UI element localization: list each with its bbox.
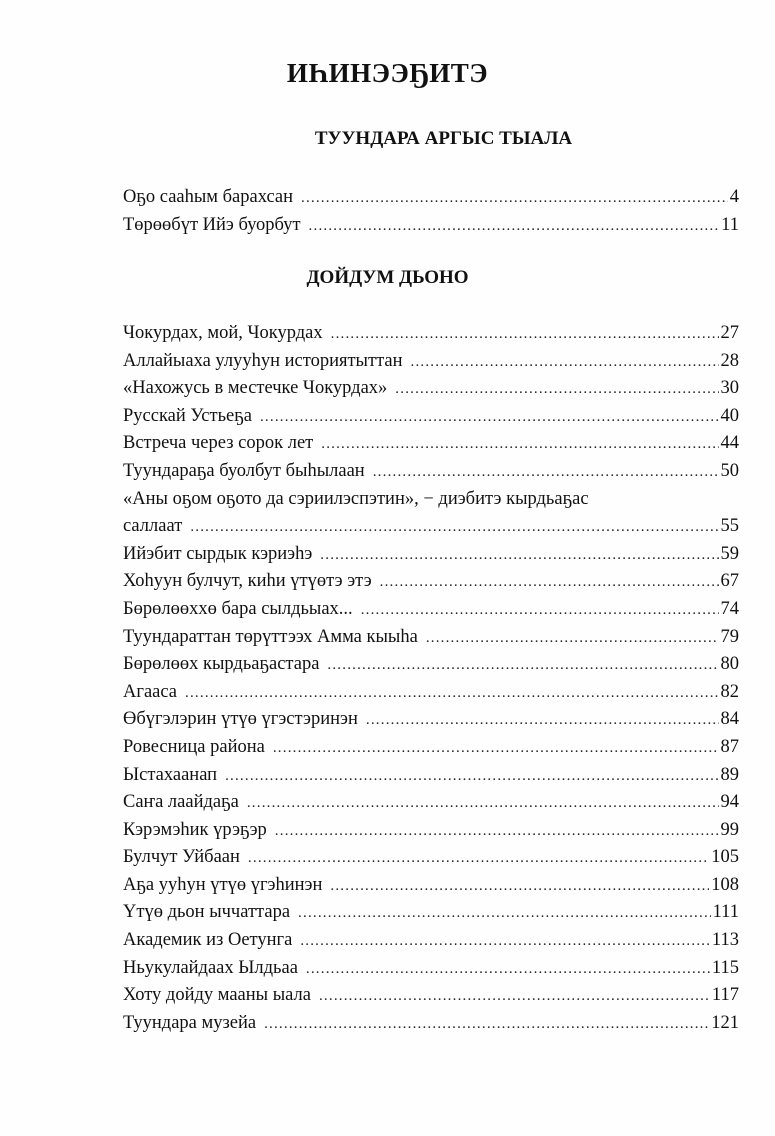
toc-entry-page: 94 [720, 792, 739, 813]
toc-entry-last-line [123, 513, 739, 541]
toc-entry[interactable] [123, 568, 739, 596]
toc-entry-title: Төрөөбүт Ийэ буорбут [123, 214, 301, 235]
toc-entry-page: 4 [729, 187, 739, 207]
toc-entry-page: 117 [711, 985, 739, 1006]
section-heading: ТУУНДАРА АРГЫС ТЫАЛА [314, 128, 573, 149]
dot-leader [225, 763, 718, 791]
toc-entry[interactable] [123, 706, 739, 734]
toc-section-list [123, 320, 739, 1037]
dot-leader [306, 956, 710, 984]
dot-leader [320, 542, 718, 570]
toc-entry[interactable] [123, 430, 739, 458]
dot-leader [273, 735, 719, 763]
dot-leader [275, 818, 719, 846]
toc-entry[interactable] [123, 872, 739, 900]
toc-entry-page: 84 [720, 709, 739, 730]
toc-entry-page: 82 [720, 681, 739, 702]
toc-entry-page: 115 [711, 957, 739, 978]
toc-entry-page: 121 [711, 1012, 739, 1033]
toc-entry-title: Ыстахаанап [123, 764, 218, 785]
toc-entry-title: Үтүө дьон ыччаттара [123, 902, 291, 923]
dot-leader [373, 459, 719, 487]
toc-entry[interactable] [123, 458, 739, 486]
toc-entry-title-line2: саллаат [123, 516, 183, 537]
toc-entry-title: Академик из Оетунга [123, 930, 293, 951]
toc-entry-title: Чокурдах, мой, Чокурдах [123, 323, 323, 343]
toc-entry-title: Встреча через сорок лет [123, 433, 314, 454]
toc-entry[interactable] [123, 403, 739, 431]
dot-leader [185, 680, 718, 708]
dot-leader [260, 404, 719, 432]
toc-entry[interactable] [123, 320, 739, 348]
toc-entry[interactable] [123, 348, 739, 376]
toc-entry-title: Агааса [123, 681, 178, 702]
dot-leader [331, 321, 719, 349]
toc-entry-page: 111 [712, 902, 739, 923]
toc-entry-page: 89 [720, 764, 739, 785]
toc-entry-title: Саҥа лаайдаҕа [123, 792, 239, 813]
toc-entry[interactable] [123, 982, 739, 1010]
toc-entry[interactable] [123, 596, 739, 624]
dot-leader [300, 928, 710, 956]
toc-entry[interactable] [123, 486, 739, 541]
toc-entry[interactable] [123, 844, 739, 872]
toc-entry[interactable] [123, 789, 739, 817]
toc-entry-page: 87 [720, 736, 739, 757]
toc-entry-page: 27 [720, 323, 739, 343]
toc-entry[interactable] [123, 927, 739, 955]
toc-entry-title: Ньукулайдаах Ылдьаа [123, 957, 298, 978]
toc-entry-title: «Нахожусь в местечке Чокурдах» [123, 378, 388, 399]
toc-entry-title: Туундараҕа буолбут быһылаан [123, 460, 365, 481]
toc-entry-page: 59 [720, 543, 739, 564]
toc-entry[interactable] [123, 624, 739, 652]
section-heading: ДОЙДУМ ДЬОНО [306, 267, 469, 288]
dot-leader [327, 652, 718, 680]
toc-entry-title: Булчут Уйбаан [123, 847, 240, 868]
toc-entry[interactable] [123, 651, 739, 679]
dot-leader [321, 431, 718, 459]
toc-entry[interactable] [123, 762, 739, 790]
toc-entry-title: Туундараттан төрүттээх Амма кыыһа [123, 626, 418, 647]
toc-entry-title-line1: «Аны оҕом оҕото да сэриилэспэтин», − диэбитэ кырдьаҕас [123, 488, 589, 509]
dot-leader [366, 707, 719, 735]
dot-leader [426, 625, 719, 653]
dot-leader [309, 213, 720, 241]
toc-entry-title: Русскай Устьеҕа [123, 405, 252, 426]
dot-leader [301, 185, 728, 213]
dot-leader [395, 376, 718, 404]
toc-entry-page: 113 [711, 930, 739, 951]
toc-entry[interactable] [123, 1010, 739, 1038]
toc-section-list [123, 184, 739, 239]
dot-leader [298, 900, 711, 928]
dot-leader [330, 873, 709, 901]
toc-entry-page: 44 [720, 433, 739, 454]
toc-entry-page: 108 [711, 874, 739, 895]
toc-entry-page: 99 [720, 819, 739, 840]
toc-entry[interactable] [123, 734, 739, 762]
toc-entry[interactable] [123, 679, 739, 707]
toc-entry-page: 105 [711, 847, 739, 868]
dot-leader [247, 790, 719, 818]
toc-entry-page: 55 [720, 516, 739, 537]
toc-entry-page: 67 [720, 571, 739, 592]
toc-entry[interactable] [123, 212, 739, 240]
toc-entry-title: Өбүгэлэрин үтүө үгэстэринэн [123, 709, 358, 730]
toc-entry-title: Аллайыаха улууһун историятыттан [123, 350, 403, 371]
toc-entry-page: 79 [720, 626, 739, 647]
toc-entry-title: Оҕо сааһым барахсан [123, 187, 293, 207]
toc-entry[interactable] [123, 375, 739, 403]
dot-leader [264, 1011, 709, 1039]
toc-entry[interactable] [123, 541, 739, 569]
toc-entry-page: 74 [720, 598, 739, 619]
toc-entry-title: Хоһуун булчут, киһи үтүөтэ этэ [123, 571, 372, 592]
toc-entry-title: Туундара музейа [123, 1012, 257, 1033]
toc-entry-title: Бөрөлөөххө бара сылдьыах... [123, 598, 353, 619]
toc-entry[interactable] [123, 184, 739, 212]
toc-entry[interactable] [123, 899, 739, 927]
toc-entry[interactable] [123, 955, 739, 983]
toc-entry-page: 11 [721, 214, 739, 235]
toc-entry-page: 30 [720, 378, 739, 399]
toc-entry-title: Ийэбит сырдык кэриэһэ [123, 543, 313, 564]
dot-leader [319, 983, 710, 1011]
dot-leader [380, 569, 719, 597]
toc-entry-title: Кэрэмэһик үрэҕэр [123, 819, 267, 840]
dot-leader [361, 597, 719, 625]
toc-entry-title: Аҕа ууһун үтүө үгэһинэн [123, 874, 323, 895]
toc-entry-title: Бөрөлөөх кырдьаҕастара [123, 654, 320, 675]
toc-entry-page: 80 [720, 654, 739, 675]
page-title: ИҺИНЭЭҔИТЭ [286, 58, 489, 88]
toc-entry-page: 50 [720, 460, 739, 481]
toc-entry-page: 28 [720, 350, 739, 371]
toc-entry[interactable] [123, 817, 739, 845]
toc-entry-title: Ровесница района [123, 736, 265, 757]
dot-leader [248, 845, 709, 873]
dot-leader [411, 349, 719, 377]
toc-entry-title: Хоту дойду мааны ыала [123, 985, 311, 1006]
toc-entry-page: 40 [720, 405, 739, 426]
dot-leader [190, 514, 718, 542]
